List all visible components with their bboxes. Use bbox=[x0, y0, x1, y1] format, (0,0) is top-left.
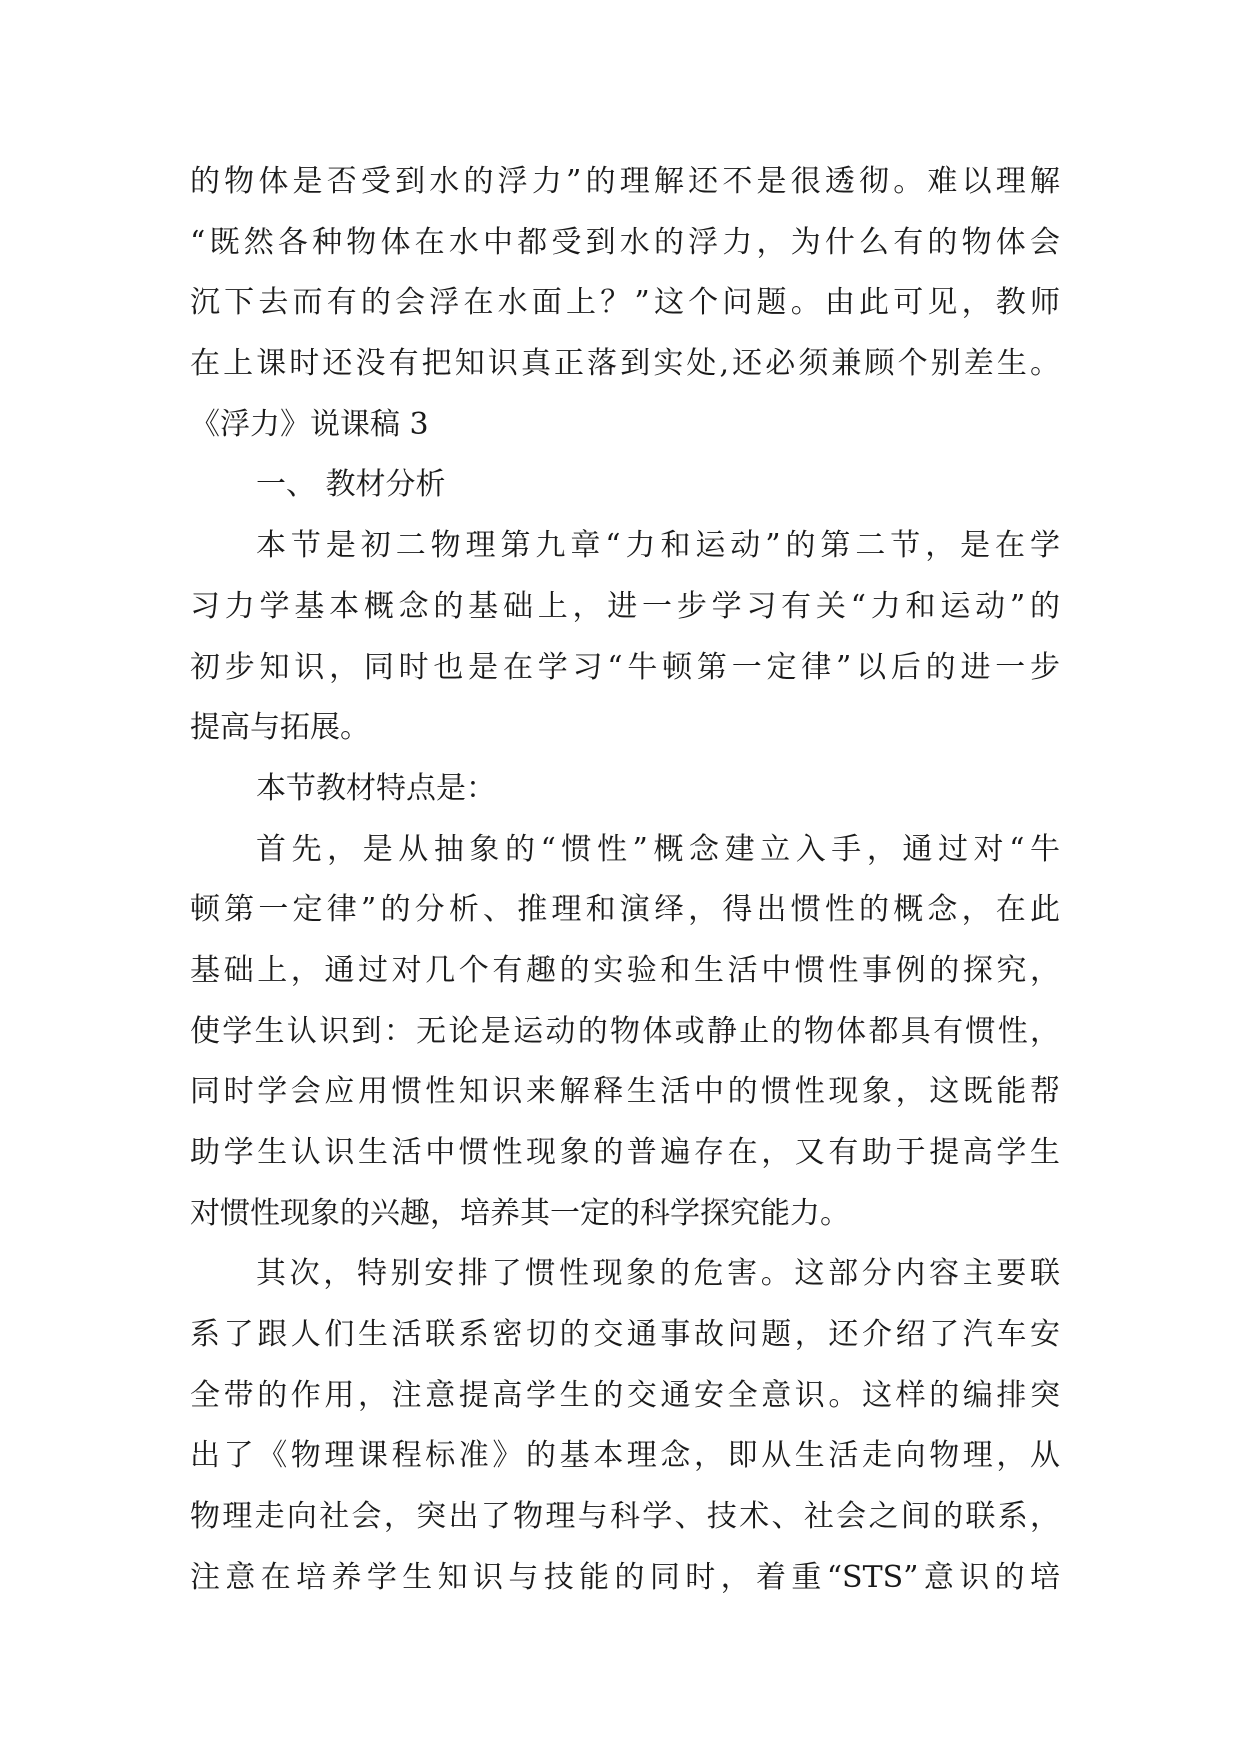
text-line: “既然各种物体在水中都受到水的浮力，为什么有的物体会 bbox=[190, 224, 1060, 260]
text-line: 的物体是否受到水的浮力”的理解还不是很透彻。难以理解 bbox=[190, 164, 1060, 199]
section-title: 《浮力》说课稿 3 bbox=[190, 406, 429, 442]
text-line: 基础上，通过对几个有趣的实验和生活中惯性事例的探究， bbox=[190, 952, 1060, 988]
section-heading: 一、 教材分析 bbox=[256, 467, 446, 503]
text-line: 系了跟人们生活联系密切的交通事故问题，还介绍了汽车安 bbox=[190, 1317, 1060, 1353]
text-line: 同时学会应用惯性知识来解释生活中的惯性现象，这既能帮 bbox=[190, 1074, 1060, 1110]
text-line: 使学生认识到：无论是运动的物体或静止的物体都具有惯性， bbox=[190, 1013, 1060, 1049]
text-line: 在上课时还没有把知识真正落到实处,还必须兼顾个别差生。 bbox=[190, 346, 1060, 382]
text-line: 注意在培养学生知识与技能的同时，着重“STS”意识的培 bbox=[190, 1559, 1060, 1595]
text-line: 助学生认识生活中惯性现象的普遍存在，又有助于提高学生 bbox=[190, 1135, 1060, 1170]
text-line: 顿第一定律”的分析、推理和演绎，得出惯性的概念，在此 bbox=[190, 892, 1060, 928]
text-line: 出了《物理课程标准》的基本理念，即从生活走向物理，从 bbox=[190, 1438, 1060, 1474]
text-line: 对惯性现象的兴趣，培养其一定的科学探究能力。 bbox=[190, 1195, 850, 1231]
text-line: 习力学基本概念的基础上，进一步学习有关“力和运动”的 bbox=[190, 588, 1060, 624]
text-line: 沉下去而有的会浮在水面上？”这个问题。由此可见，教师 bbox=[190, 285, 1060, 321]
text-line: 初步知识，同时也是在学习“牛顿第一定律”以后的进一步 bbox=[190, 649, 1060, 685]
text-line: 首先，是从抽象的“惯性”概念建立入手，通过对“牛 bbox=[256, 831, 1060, 867]
text-line: 其次，特别安排了惯性现象的危害。这部分内容主要联 bbox=[256, 1256, 1060, 1292]
text-line: 提高与拓展。 bbox=[190, 710, 370, 746]
text-line: 本节教材特点是： bbox=[256, 770, 496, 806]
document-body bbox=[190, 152, 1060, 1609]
text-line: 本节是初二物理第九章“力和运动”的第二节，是在学 bbox=[256, 528, 1060, 564]
text-line: 全带的作用，注意提高学生的交通安全意识。这样的编排突 bbox=[190, 1377, 1060, 1413]
text-line: 物理走向社会，突出了物理与科学、技术、社会之间的联系， bbox=[190, 1499, 1060, 1535]
